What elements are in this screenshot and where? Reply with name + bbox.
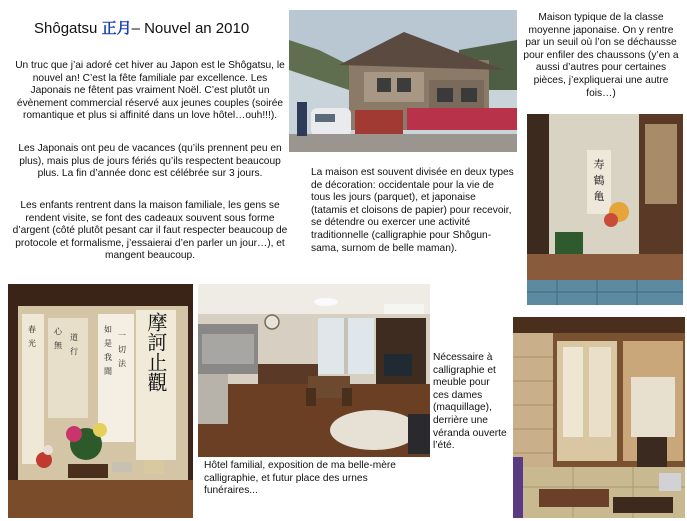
living-room-photo — [198, 284, 430, 457]
svg-text:行: 行 — [70, 347, 78, 356]
enfants-paragraph: Les enfants rentrent dans la maison familiale, les gens se rendent visite, se font des cadeaux souvent sous forme d’argent (côté plutôt pesant car il faut respecter beaucoup de protocole et formalisme, j’essaierai d’en parler un jour…), et mangent beaucoup. — [12, 200, 288, 262]
svg-text:心: 心 — [54, 327, 62, 336]
title-prefix: Shôgatsu — [34, 20, 102, 37]
hotel-caption: Hôtel familial, exposition de ma belle-mère calligraphie, et futur place des urnes funéraires... — [204, 460, 396, 497]
svg-text:光: 光 — [28, 339, 36, 348]
svg-text:春: 春 — [28, 325, 36, 334]
title-suffix: – Nouvel an 2010 — [131, 20, 250, 37]
svg-text:是: 是 — [104, 339, 112, 348]
svg-text:一: 一 — [118, 331, 126, 340]
svg-text:寿: 寿 — [593, 158, 605, 171]
svg-text:如: 如 — [104, 325, 112, 334]
page-title — [34, 20, 284, 38]
decoration-caption: La maison est souvent divisée en deux types de décoration: occidentale pour la vie de tous les jours (parquet), et japonaise (tatamis et cloisons de papier) pour recevoir, se détendre ou exercer une activité traditionnelle (calligraphie pour Shôgun-sama, surnom de belle maman). — [311, 167, 514, 254]
calligraphy-room-photo — [513, 317, 685, 518]
house-exterior-photo — [289, 10, 517, 152]
svg-text:聞: 聞 — [104, 367, 112, 376]
svg-text:法: 法 — [118, 359, 126, 368]
calligraphy-alcove-photo — [8, 284, 193, 518]
title-kanji: 正月 — [101, 20, 132, 37]
intro-paragraph: Un truc que j’ai adoré cet hiver au Japon est le Shôgatsu, le nouvel an! C’est la fête familiale par excellence. Les Japonais ne fêtent pas vraiment Noël. C’est plutôt un évènement commercial réservé aux jeunes couples (soirée romantique et plus si affinité dans un love hôtel…ouh!!!). — [15, 60, 285, 122]
svg-text:無: 無 — [54, 341, 62, 350]
svg-text:切: 切 — [118, 345, 126, 354]
svg-text:我: 我 — [104, 353, 112, 362]
entrance-photo — [527, 114, 683, 305]
maison-typique-caption: Maison typique de la classe moyenne japonaise. On y rentre par un seuil où l’on se déchausse pour enfiler des chaussons (y’en a aussi d’autres pour certaines pièces, j’expliquerai une autre fois…) — [523, 12, 679, 99]
vacances-paragraph: Les Japonais ont peu de vacances (qu’ils prennent peu en plus), mais plus de jours fériés qu’ils respectent beaucoup plus. La fin d’année donc est célébrée sur 3 jours. — [18, 143, 282, 180]
svg-text:亀: 亀 — [593, 190, 605, 203]
svg-text:道: 道 — [70, 333, 78, 342]
necessaire-caption: Nécessaire à calligraphie et meuble pour ces dames (maquillage), derrière une véranda ouverte l’été. — [433, 352, 507, 452]
svg-text:鶴: 鶴 — [593, 174, 605, 187]
calligraphy-scroll-text: 摩訶止觀 — [144, 312, 168, 392]
